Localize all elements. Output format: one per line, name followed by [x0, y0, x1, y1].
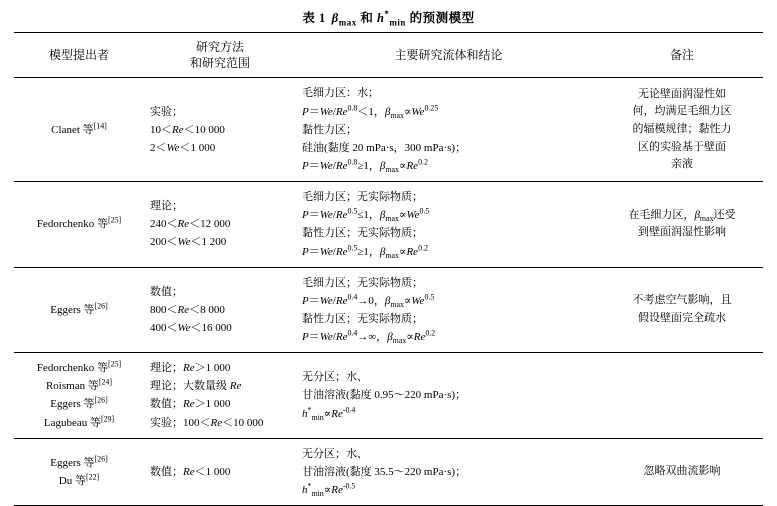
- table-row: [14, 267, 763, 353]
- author-line: Clanet 等[14]: [51, 121, 107, 136]
- table-row: [14, 78, 763, 182]
- cell-conclusion: 无分区；水、 甘油溶液(黏度 0.95～220 mPa·s)； $h^*_{min}\propto Re^{-0.4}$: [296, 353, 601, 439]
- table-caption: [14, 8, 763, 26]
- prediction-model-table: [14, 32, 763, 506]
- table-header-row: [14, 33, 763, 78]
- header-conclusion: 主要研究流体和结论: [296, 33, 601, 78]
- cell-method: 实验； 10＜Re＜10 000 2＜We＜1 000: [144, 78, 296, 182]
- cell-conclusion: 毛细力区；无实际物质； $P=We/Re^{0.5}\le 1$，$\beta_{max}\propto We^{0.5}$ 黏性力区；无实际物质； $P=We/Re^{0.5}\ge 1$，$\beta_{max}\propto Re^{0.2}$: [296, 182, 601, 268]
- cell-remark: 忽略双曲流影响: [601, 438, 763, 505]
- cell-method: 理论； 240＜Re＜12 000 200＜We＜1 200: [144, 182, 296, 268]
- cell-method: 理论；Re＞1 000 理论；大数量级 Re 数值；Re＞1 000 实验；100＜Re＜10 000: [144, 353, 296, 439]
- cell-remark: 无论壁面润湿性如 何，均满足毛细力区 的辐模规律；黏性力 区的实验基于壁面 亲液: [601, 78, 763, 182]
- cell-method: 数值；Re＜1 000: [144, 438, 296, 505]
- cell-author: [14, 78, 144, 182]
- header-method: 研究方法 和研究范围: [144, 33, 296, 78]
- cell-author: Eggers 等[26] Du 等[22]: [14, 438, 144, 505]
- cell-author: Eggers 等[26]: [14, 267, 144, 353]
- cell-remark: [601, 353, 763, 439]
- cell-author: Fedorchenko 等[25] Roisman 等[24] Eggers 等[26] Lagubeau 等[29]: [14, 353, 144, 439]
- cell-method: 数值； 800＜Re＜8 000 400＜We＜16 000: [144, 267, 296, 353]
- caption-text: $\beta_{max}$ 和 $h^*_{min}$ 的预测模型: [331, 8, 475, 28]
- table-row: [14, 353, 763, 439]
- table-row: [14, 182, 763, 268]
- cell-remark: 在毛细力区，$\beta_{max}$还受 到壁面润湿性影响: [601, 182, 763, 268]
- caption-number: 表 1: [302, 11, 326, 25]
- header-remark: 备注: [601, 33, 763, 78]
- cell-remark: 不考虑空气影响，且 假设壁面完全疏水: [601, 267, 763, 353]
- header-author: 模型提出者: [14, 33, 144, 78]
- cell-conclusion: 毛细力区：水； $P=We/Re^{0.8}<1$，$\beta_{max}\propto We^{0.25}$ 黏性力区； 硅油(黏度 20 mPa·s，300 mPa·s)； $P=We/Re^{0.8}\ge 1$，$\beta_{max}\propto Re^{0.2}$: [296, 78, 601, 182]
- cell-author: Fedorchenko 等[25]: [14, 182, 144, 268]
- table-row: [14, 438, 763, 505]
- cell-conclusion: 无分区；水、 甘油溶液(黏度 35.5～220 mPa·s)； $h^*_{min}\propto Re^{-0.5}$: [296, 438, 601, 505]
- cell-conclusion: 毛细力区；无实际物质； $P=We/Re^{0.4}\to 0$，$\beta_{max}\propto We^{0.5}$ 黏性力区；无实际物质； $P=We/Re^{0.4}\to\infty$，$\beta_{max}\propto Re^{0.2}$: [296, 267, 601, 353]
